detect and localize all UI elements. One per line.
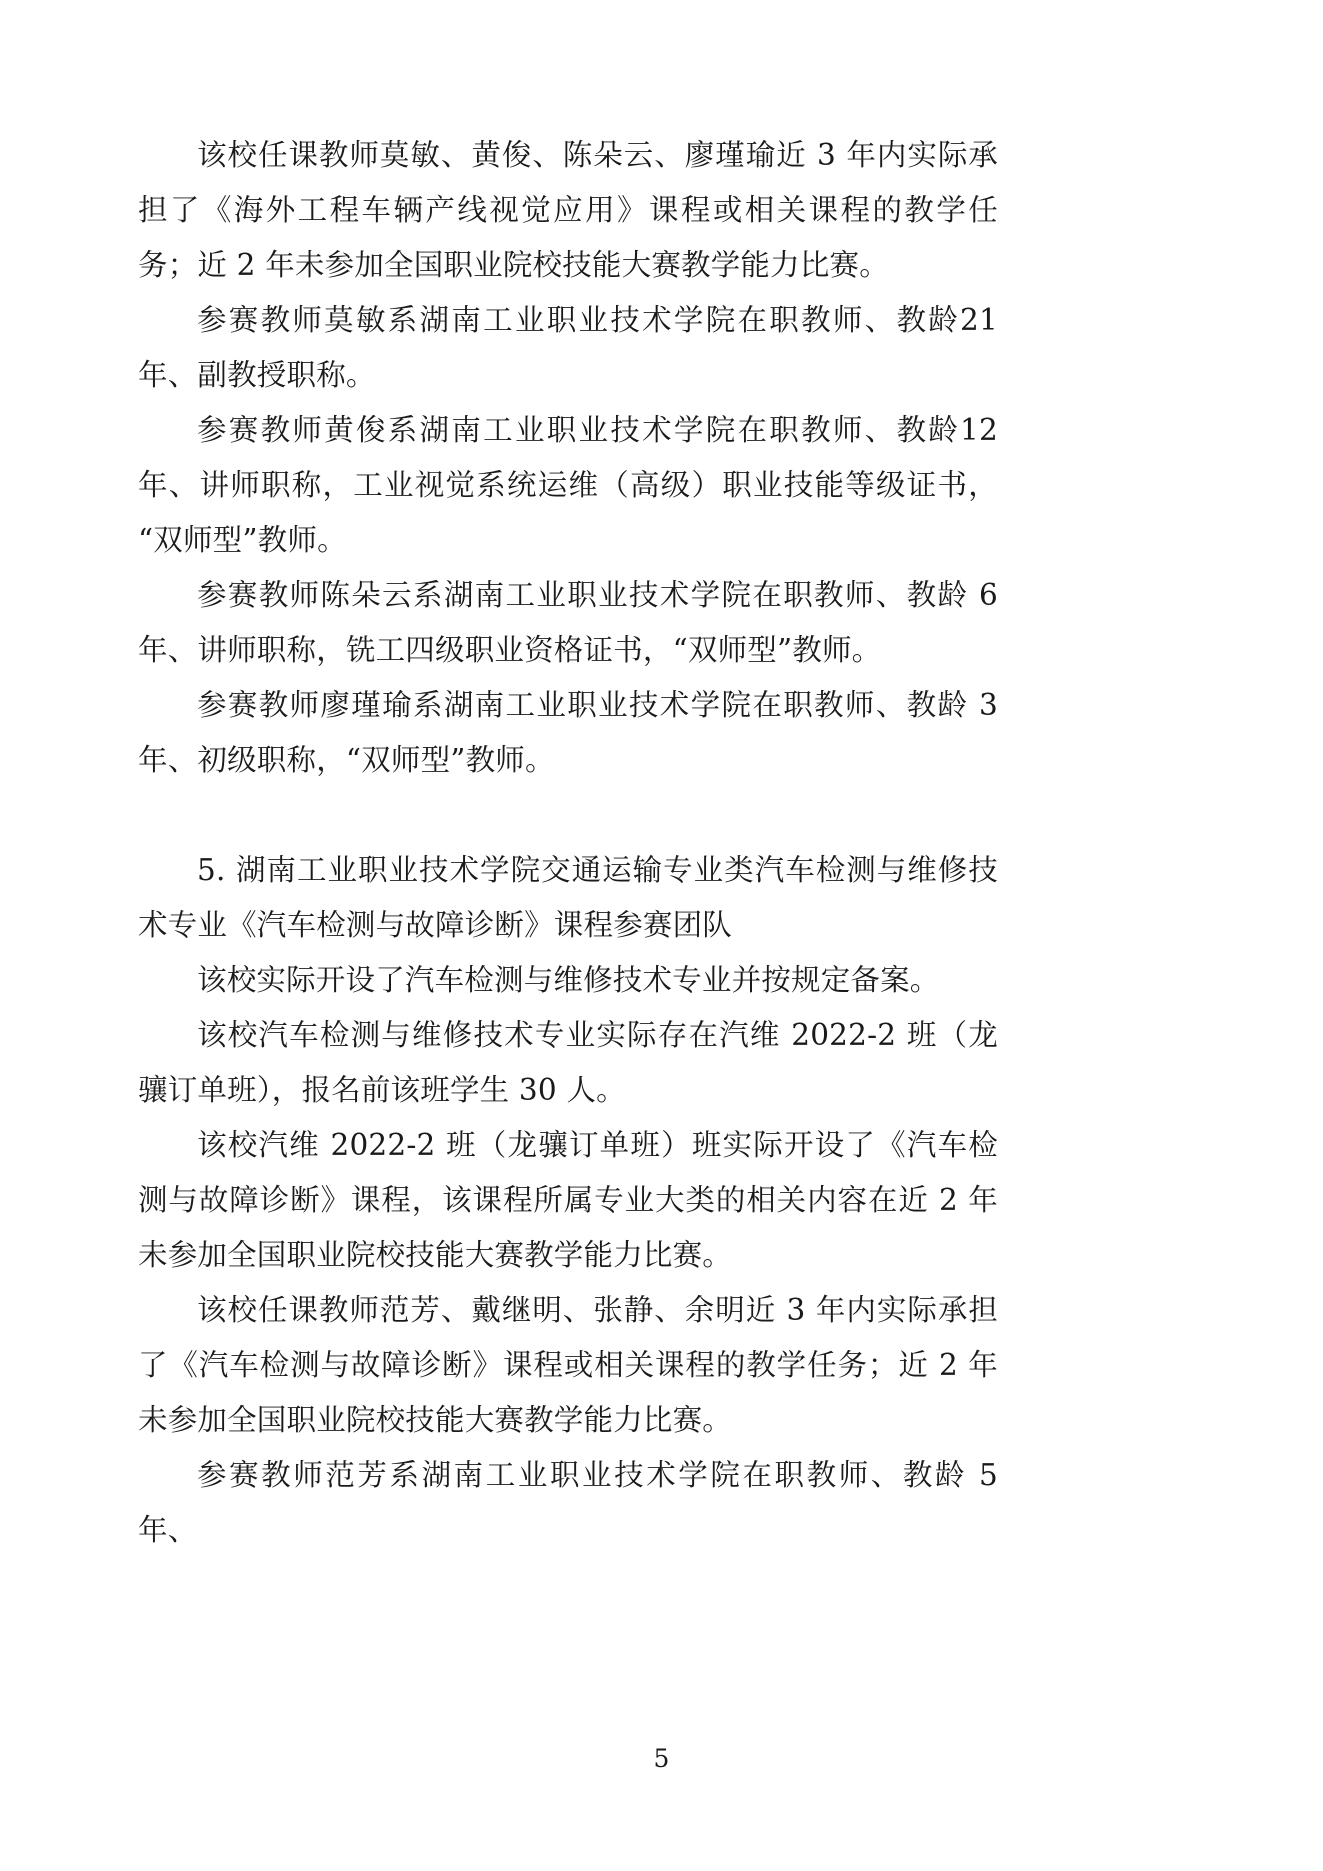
page-text-body [138, 128, 998, 1558]
page-number: 5 [653, 1744, 670, 1773]
paragraph-teacher-liaojinyu: 参赛教师廖瑾瑜系湖南工业职业技术学院在职教师、教龄 3 年、初级职称，“双师型”教师。 [138, 688, 998, 777]
paragraph-teachers-courseload: 该校任课教师莫敏、黄俊、陈朵云、廖瑾瑜近 3 年内实际承担了《海外工程车辆产线视觉应用》课程或相关课程的教学任务；近 2 年未参加全国职业院校技能大赛教学能力比赛。 [138, 138, 998, 282]
paragraph-teacher-chenduoyun: 参赛教师陈朵云系湖南工业职业技术学院在职教师、教龄 6 年、讲师职称，铣工四级职业资格证书，“双师型”教师。 [138, 578, 998, 667]
paragraph-course-offered: 该校汽维 2022-2 班（龙骧订单班）班实际开设了《汽车检测与故障诊断》课程，该课程所属专业大类的相关内容在近 2 年未参加全国职业院校技能大赛教学能力比赛。 [138, 1128, 998, 1272]
paragraph-major-record: 该校实际开设了汽车检测与维修技术专业并按规定备案。 [197, 963, 940, 997]
paragraph-teacher-fanfang: 参赛教师范芳系湖南工业职业技术学院在职教师、教龄 5 年、 [138, 1458, 998, 1547]
paragraph-teachers-courseload-2: 该校任课教师范芳、戴继明、张静、余明近 3 年内实际承担了《汽车检测与故障诊断》课程或相关课程的教学任务；近 2 年未参加全国职业院校技能大赛教学能力比赛。 [138, 1293, 998, 1437]
paragraph-teacher-mumin: 参赛教师莫敏系湖南工业职业技术学院在职教师、教龄21 年、副教授职称。 [138, 303, 998, 392]
paragraph-class-enrollment: 该校汽车检测与维修技术专业实际存在汽维 2022-2 班（龙骧订单班），报名前该班学生 30 人。 [138, 1018, 998, 1107]
section-5-heading: 5. 湖南工业职业技术学院交通运输专业类汽车检测与维修技术专业《汽车检测与故障诊断》课程参赛团队 [138, 853, 998, 942]
paragraph-teacher-huangjun: 参赛教师黄俊系湖南工业职业技术学院在职教师、教龄12 年、讲师职称，工业视觉系统运维（高级）职业技能等级证书，“双师型”教师。 [138, 413, 998, 557]
section-spacer [138, 788, 998, 843]
